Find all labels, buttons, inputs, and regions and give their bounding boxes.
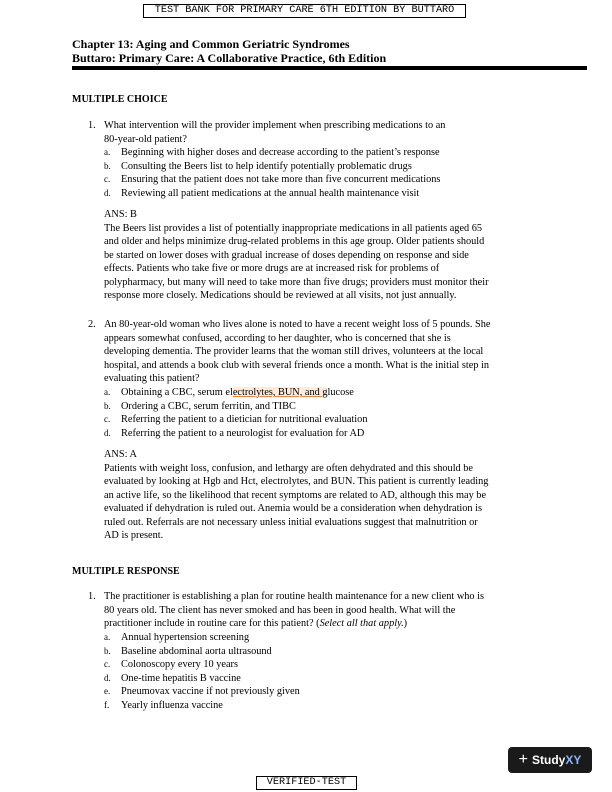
option-text: Baseline abdominal aorta ultrasound	[121, 645, 272, 657]
option-text-start: Obtaining a CBC, serum el	[121, 387, 233, 398]
answer-option	[104, 685, 300, 699]
answer-option	[104, 173, 440, 187]
stem-line: developing dementia. The provider learns that the woman still drives, volunteers at the local	[104, 346, 484, 357]
option-label: c.	[104, 659, 111, 669]
bottom-banner: VERIFIED-TEST	[256, 776, 357, 790]
rationale-line: AD is present.	[104, 530, 164, 541]
rationale-line: ruled out. Referrals are not necessary unless initial evaluations suggest that malnutrition or	[104, 516, 478, 528]
stem-line: The practitioner is establishing a plan for routine health maintenance for a new client who is	[104, 591, 484, 602]
answer-option	[104, 658, 238, 672]
rationale-line: polypharmacy, but many will need to take more than five drugs; providers must monitor their	[104, 276, 489, 288]
question-stem	[104, 318, 574, 386]
instruction-italic: Select all that apply.	[319, 618, 404, 629]
stem-text: practitioner include in routine care for this patient? (	[104, 618, 320, 629]
stem-text-end: )	[403, 618, 408, 629]
question-stem	[104, 590, 574, 631]
answer-option	[104, 672, 241, 686]
option-text: Consulting the Beers list to help identify potentially problematic drugs	[121, 160, 412, 172]
answer-option	[104, 146, 440, 160]
option-text: Beginning with higher doses and decrease according to the patient’s response	[121, 147, 440, 158]
answer-option	[104, 631, 249, 645]
option-text: Referring the patient to a neurologist for evaluation for AD	[121, 427, 365, 439]
section-heading-multiple-choice: MULTIPLE CHOICE	[72, 94, 168, 105]
question-number: 1.	[88, 591, 96, 602]
rationale-line: evaluated if dehydration is ruled out. Anemia would be a consideration when dehydration is	[104, 503, 483, 514]
rationale-line: and older and helps minimize drug-related problems in this age group. Older patients should	[104, 236, 485, 247]
brand-study: Study	[531, 753, 566, 767]
question-stem	[104, 119, 564, 146]
option-text: Yearly influenza vaccine	[121, 699, 223, 711]
rationale-line: The Beers list provides a list of potentially inappropriate medications in all patients aged 65	[104, 222, 483, 234]
answer-option	[104, 187, 419, 201]
option-label: a.	[104, 632, 111, 642]
answer-option	[104, 645, 272, 659]
option-label: e.	[104, 686, 111, 696]
answer-key: ANS: A	[104, 449, 137, 460]
highlighted-text: ectrolytes, BUN, and g	[232, 387, 328, 398]
rationale-line: evaluated by looking at Hgb and Hct, electrolytes, and BUN. This patient is currently leading	[104, 476, 489, 487]
stem-line: hospital, and attends a book club with several friends once a month. What is the initial step in	[104, 359, 489, 371]
stem-line: What intervention will the provider implement when prescribing medications to an	[104, 120, 446, 131]
rationale-line: Patients with weight loss, confusion, and lethargy are often dehydrated and this should be	[104, 462, 473, 474]
plus-icon: +	[518, 751, 528, 768]
answer-option	[104, 400, 296, 414]
question-number: 1.	[88, 120, 96, 131]
brand-xy: XY	[565, 753, 582, 767]
option-label: b.	[104, 160, 111, 171]
stem-line: evaluating this patient?	[104, 373, 200, 384]
option-text: Referring the patient to a dietician for nutritional evaluation	[121, 414, 368, 425]
top-banner: TEST BANK FOR PRIMARY CARE 6TH EDITION BY BUTTARO	[143, 4, 466, 18]
stem-line	[104, 617, 574, 631]
option-text: One-time hepatitis B vaccine	[121, 672, 241, 684]
rationale-line: an active life, so the likelihood that recent symptoms are related to AD, although this may be	[104, 489, 487, 501]
rationale-line: be started on lower doses with gradual increase of doses depending on response and side	[104, 249, 469, 261]
option-text: Annual hypertension screening	[121, 632, 250, 643]
option-label: c.	[104, 174, 111, 184]
answer-option	[104, 427, 364, 441]
question-number: 2.	[88, 319, 96, 330]
option-label: d.	[104, 427, 111, 438]
option-text: Reviewing all patient medications at the annual health maintenance visit	[121, 187, 420, 199]
section-heading-multiple-response: MULTIPLE RESPONSE	[72, 566, 180, 577]
option-label: f.	[104, 699, 110, 710]
option-label: a.	[104, 147, 111, 157]
answer-option	[104, 160, 412, 174]
chapter-title: Chapter 13: Aging and Common Geriatric Syndromes	[72, 37, 350, 51]
stem-line: 80-year-old patient?	[104, 133, 187, 145]
rationale-line: response more closely. Medications should be reviewed at all visits, not just annually.	[104, 290, 457, 301]
option-label: b.	[104, 400, 111, 411]
rationale	[104, 222, 574, 303]
stem-line: 80 years old. The client has never smoked and has been in good health. What will the	[104, 604, 456, 616]
option-label: b.	[104, 645, 111, 656]
studyxy-logo-button[interactable]	[508, 747, 592, 773]
rationale-line: effects. Patients who take five or more drugs are at increased risk for problems of	[104, 263, 440, 274]
stem-line: An 80-year-old woman who lives alone is noted to have a recent weight loss of 5 pounds. She	[104, 319, 491, 330]
rationale	[104, 462, 574, 543]
answer-key: ANS: B	[104, 209, 137, 220]
option-label: c.	[104, 414, 111, 424]
option-text: Ensuring that the patient does not take more than five concurrent medications	[121, 174, 441, 185]
answer-option	[104, 413, 367, 427]
option-text: Pneumovax vaccine if not previously given	[121, 686, 300, 697]
option-label: d.	[104, 187, 111, 198]
option-label: d.	[104, 672, 111, 683]
option-text-end: lucose	[327, 387, 354, 398]
stem-line: appears somewhat confused, according to her daughter, who is concerned that she is	[104, 332, 451, 344]
answer-option	[104, 386, 354, 400]
answer-option	[104, 699, 223, 713]
book-title: Buttaro: Primary Care: A Collaborative Practice, 6th Edition	[72, 51, 387, 65]
option-text: Colonoscopy every 10 years	[121, 659, 238, 670]
option-text: Ordering a CBC, serum ferritin, and TIBC	[121, 400, 296, 412]
option-label: a.	[104, 387, 111, 397]
title-divider	[72, 66, 587, 70]
